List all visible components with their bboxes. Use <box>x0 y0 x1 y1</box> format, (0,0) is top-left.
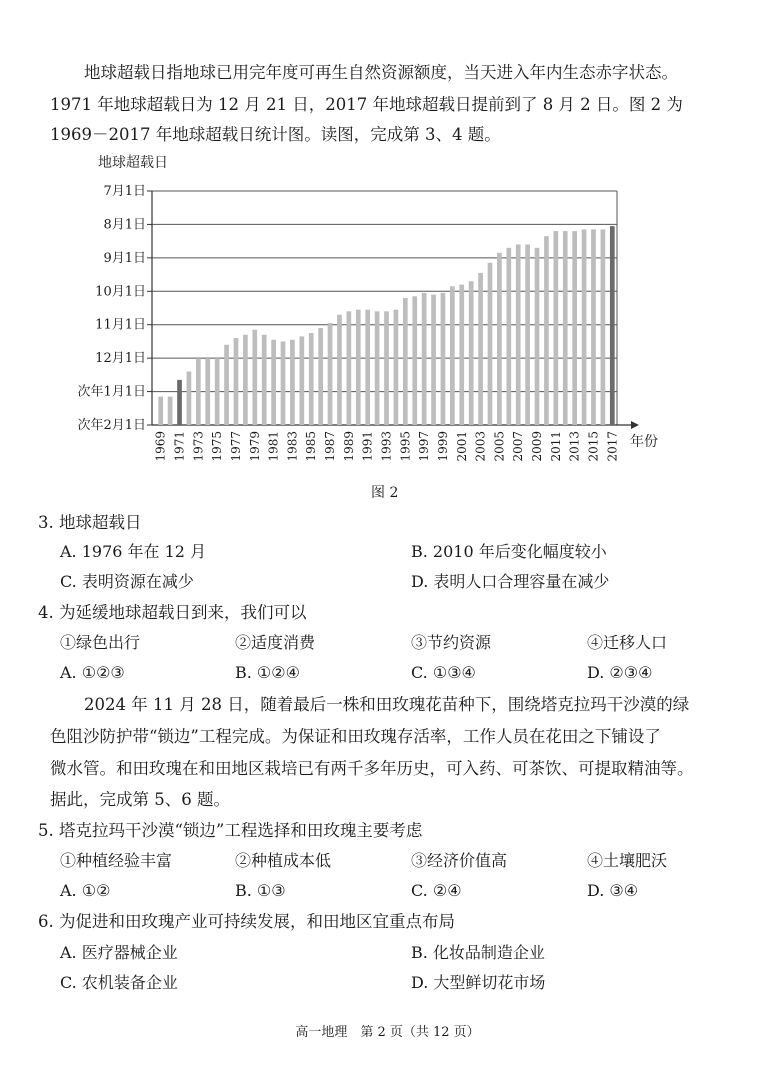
bar-2011 <box>553 231 558 425</box>
page-footer: 高一地理 第 2 页（共 12 页） <box>295 1025 480 1040</box>
bar-1969 <box>158 397 163 425</box>
bar-1992 <box>375 311 380 425</box>
x-tick-label: 1983 <box>285 431 300 462</box>
y-tick-label: 次年1月1日 <box>77 384 146 400</box>
question-4-item-3: ③节约资源 <box>411 633 492 652</box>
x-tick-label: 2003 <box>473 431 488 462</box>
bar-1993 <box>384 311 389 425</box>
bar-1988 <box>337 315 342 425</box>
question-4-option-d[interactable]: D. ②③④ <box>587 663 653 682</box>
bar-2004 <box>488 263 493 425</box>
x-tick-label: 1979 <box>247 431 262 462</box>
x-tick-label: 1973 <box>191 431 206 462</box>
question-5-option-d[interactable]: D. ③④ <box>587 881 639 900</box>
bar-1994 <box>394 310 399 425</box>
bar-1984 <box>299 336 304 425</box>
x-tick-label: 1989 <box>341 431 356 462</box>
x-tick-label: 1969 <box>153 431 168 462</box>
bar-1973 <box>196 358 201 425</box>
question-6-option-b[interactable]: B. 化妆品制造企业 <box>411 943 545 962</box>
x-tick-label: 2007 <box>511 431 526 462</box>
y-tick-label: 次年2月1日 <box>77 418 146 433</box>
bar-1989 <box>347 311 352 425</box>
intro-line-3: 1969－2017 年地球超载日统计图。读图，完成第 3、4 题。 <box>50 125 501 144</box>
question-4-option-b[interactable]: B. ①②④ <box>235 663 300 682</box>
question-4-option-c[interactable]: C. ①③④ <box>411 663 476 682</box>
bar-2016 <box>601 229 606 425</box>
x-tick-label: 2001 <box>454 431 469 462</box>
bar-1981 <box>271 340 276 425</box>
x-tick-label: 2005 <box>492 431 507 462</box>
y-axis-title: 地球超载日 <box>98 155 168 171</box>
bar-2006 <box>506 248 511 425</box>
question-4-item-2: ②适度消费 <box>235 633 316 652</box>
bar-2013 <box>572 231 577 425</box>
x-tick-label: 1975 <box>210 431 225 462</box>
bar-1985 <box>309 333 314 425</box>
question-4-item-4: ④迁移人口 <box>587 633 668 652</box>
bar-1978 <box>243 335 248 425</box>
passage-2-line-1: 2024 年 11 月 28 日，随着最后一株和田玫瑰花苗种下，围绕塔克拉玛干沙漠的绿 <box>84 695 690 714</box>
bar-2001 <box>459 285 464 425</box>
x-tick-label: 2013 <box>567 431 582 462</box>
bar-2012 <box>563 231 568 425</box>
passage-2-line-3: 微水管。和田玫瑰在和田地区栽培已有两千多年历史，可入药、可茶饮、可提取精油等。 <box>50 759 694 778</box>
question-3-stem: 3. 地球超载日 <box>38 513 142 532</box>
bar-1997 <box>422 293 427 425</box>
bar-1980 <box>262 335 267 425</box>
question-6-option-a[interactable]: A. 医疗器械企业 <box>60 943 178 962</box>
y-tick-label: 10月1日 <box>95 284 146 300</box>
x-tick-label: 2009 <box>530 431 545 462</box>
y-tick-label: 12月1日 <box>95 351 146 367</box>
x-axis-title: 年份 <box>630 434 658 450</box>
question-6-option-d[interactable]: D. 大型鲜切花市场 <box>411 973 546 992</box>
passage-2-line-4: 据此，完成第 5、6 题。 <box>50 790 230 809</box>
earth-overshoot-day-chart <box>0 0 775 480</box>
y-tick-label: 11月1日 <box>95 317 146 333</box>
question-6-option-c[interactable]: C. 农机装备企业 <box>60 973 178 992</box>
bar-1976 <box>224 345 229 425</box>
bar-2003 <box>478 273 483 425</box>
bar-2007 <box>516 244 521 425</box>
bar-1991 <box>365 310 370 425</box>
passage-2-line-2: 色阻沙防护带“锁边”工程完成。为保证和田玫瑰存活率，工作人员在花田之下铺设了 <box>50 727 661 746</box>
question-6-stem: 6. 为促进和田玫瑰产业可持续发展，和田地区宜重点布局 <box>38 912 455 931</box>
question-3-option-d[interactable]: D. 表明人口合理容量在减少 <box>411 572 610 591</box>
question-3-option-b[interactable]: B. 2010 年后变化幅度较小 <box>411 542 607 561</box>
x-tick-label: 2015 <box>586 431 601 462</box>
question-5-item-4: ④土壤肥沃 <box>587 851 668 870</box>
bar-1996 <box>412 296 417 425</box>
question-5-item-2: ②种植成本低 <box>235 851 332 870</box>
x-tick-label: 1995 <box>398 431 413 462</box>
question-5-option-a[interactable]: A. ①② <box>60 881 111 900</box>
x-tick-label: 1991 <box>360 431 375 462</box>
bar-2000 <box>450 286 455 425</box>
bar-1987 <box>328 323 333 425</box>
question-5-stem: 5. 塔克拉玛干沙漠“锁边”工程选择和田玫瑰主要考虑 <box>38 821 423 840</box>
bar-1995 <box>403 298 408 425</box>
bar-1983 <box>290 340 295 425</box>
bar-1990 <box>356 310 361 425</box>
bar-1974 <box>205 358 210 425</box>
x-tick-label: 1977 <box>228 431 243 462</box>
x-tick-label: 1987 <box>323 431 338 462</box>
x-tick-label: 2011 <box>548 431 563 462</box>
bar-1986 <box>318 328 323 425</box>
question-4-option-a[interactable]: A. ①②③ <box>60 663 125 682</box>
bar-1998 <box>431 295 436 425</box>
x-axis-arrow-icon <box>631 421 639 429</box>
x-tick-label: 1993 <box>379 431 394 462</box>
bar-2009 <box>535 248 540 425</box>
bar-2005 <box>497 253 502 425</box>
bar-1982 <box>281 341 286 425</box>
x-tick-label: 1985 <box>304 431 319 462</box>
figure-caption: 图 2 <box>371 485 399 501</box>
question-3-option-a[interactable]: A. 1976 年在 12 月 <box>60 542 207 561</box>
x-tick-label: 1999 <box>435 431 450 462</box>
bar-2015 <box>591 229 596 425</box>
y-tick-label: 8月1日 <box>103 217 146 233</box>
bar-1979 <box>252 330 257 425</box>
x-tick-label: 1981 <box>266 431 281 462</box>
bar-1999 <box>441 293 446 425</box>
bar-2014 <box>582 229 587 425</box>
question-5-option-c[interactable]: C. ②④ <box>411 881 462 900</box>
x-tick-label: 1971 <box>172 431 187 462</box>
y-tick-label: 9月1日 <box>103 250 146 266</box>
intro-line-2: 1971 年地球超载日为 12 月 21 日，2017 年地球超载日提前到了 8 月 2 日。图 2 为 <box>50 95 683 114</box>
bar-2008 <box>525 244 530 425</box>
bar-1971 <box>177 380 182 425</box>
bar-1975 <box>215 358 220 425</box>
bar-2002 <box>469 281 474 425</box>
bar-1972 <box>187 372 192 425</box>
bar-1970 <box>168 397 173 425</box>
bar-1977 <box>234 338 239 425</box>
question-5-item-1: ①种植经验丰富 <box>60 851 173 870</box>
question-4-stem: 4. 为延缓地球超载日到来，我们可以 <box>38 603 307 622</box>
question-5-item-3: ③经济价值高 <box>411 851 508 870</box>
question-5-option-b[interactable]: B. ①③ <box>235 881 286 900</box>
x-tick-label: 1997 <box>417 431 432 462</box>
intro-line-1: 地球超载日指地球已用完年度可再生自然资源额度，当天进入年内生态赤字状态。 <box>84 63 678 82</box>
bar-2017 <box>610 226 615 425</box>
bar-2010 <box>544 236 549 425</box>
question-3-option-c[interactable]: C. 表明资源在减少 <box>60 572 194 591</box>
question-4-item-1: ①绿色出行 <box>60 633 141 652</box>
y-tick-label: 7月1日 <box>103 184 146 199</box>
x-tick-label: 2017 <box>605 431 620 462</box>
